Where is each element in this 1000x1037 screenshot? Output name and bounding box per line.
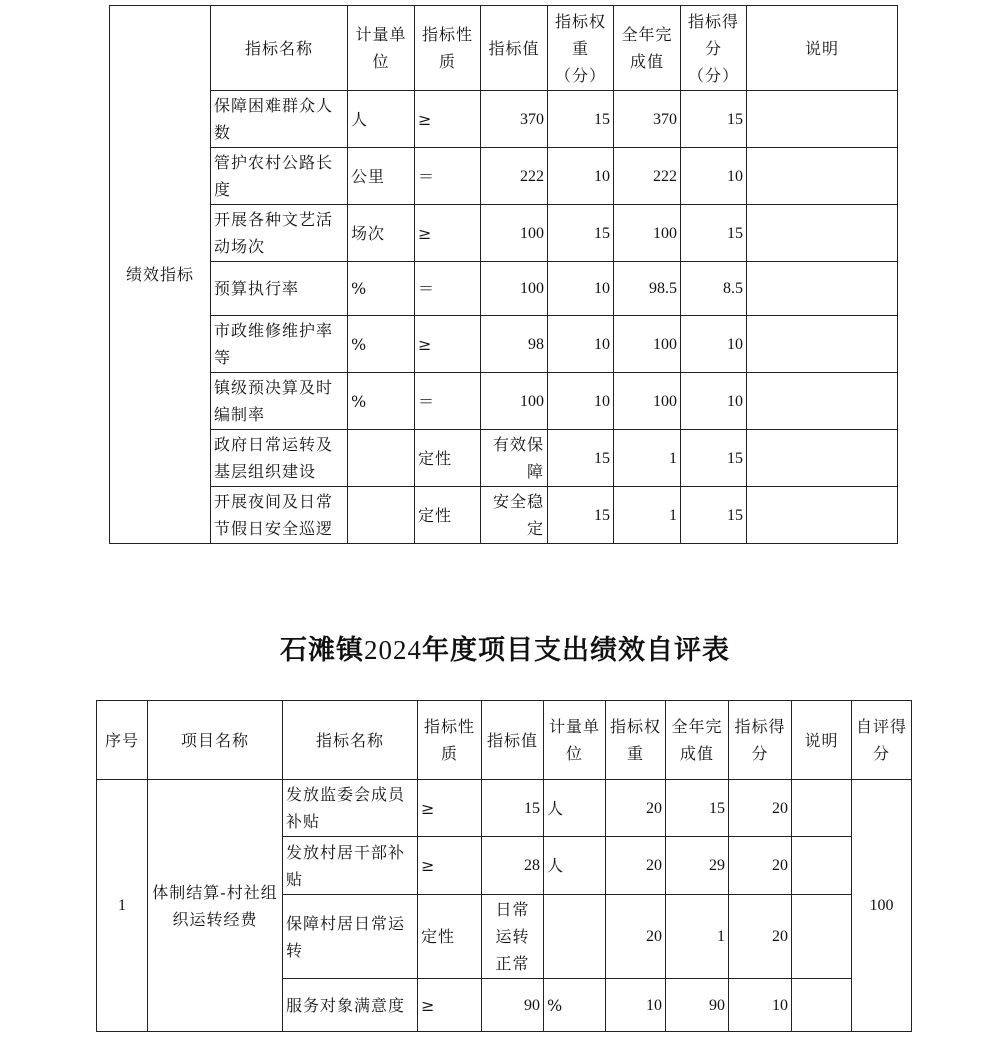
actual-cell: 100 bbox=[614, 373, 681, 430]
note-cell bbox=[792, 837, 852, 895]
indicator-name: 镇级预决算及时编制率 bbox=[211, 373, 348, 430]
unit-cell: 公里 bbox=[348, 148, 415, 205]
header-indicator-name: 指标名称 bbox=[211, 6, 348, 91]
actual-cell: 1 bbox=[666, 895, 729, 979]
header-score: 指标得分（分） bbox=[681, 6, 747, 91]
header-value: 指标值 bbox=[481, 6, 548, 91]
header-actual: 全年完成值 bbox=[614, 6, 681, 91]
header-unit: 计量单位 bbox=[348, 6, 415, 91]
header-nature: 指标性质 bbox=[415, 6, 481, 91]
actual-cell: 100 bbox=[614, 205, 681, 262]
note-cell bbox=[792, 979, 852, 1032]
indicator-name: 开展各种文艺活动场次 bbox=[211, 205, 348, 262]
unit-cell: % bbox=[544, 979, 606, 1032]
score-cell: 10 bbox=[729, 979, 792, 1032]
indicator-name: 预算执行率 bbox=[211, 262, 348, 316]
nature-cell: ≥ bbox=[418, 780, 482, 837]
nature-cell: ≥ bbox=[418, 837, 482, 895]
weight-cell: 15 bbox=[548, 487, 614, 544]
value-cell: 安全稳定 bbox=[481, 487, 548, 544]
header-note: 说明 bbox=[792, 701, 852, 780]
score-cell: 10 bbox=[681, 373, 747, 430]
value-cell: 100 bbox=[481, 373, 548, 430]
unit-cell bbox=[544, 895, 606, 979]
nature-cell: 定性 bbox=[415, 430, 481, 487]
weight-cell: 10 bbox=[548, 316, 614, 373]
indicator-name: 市政维修维护率等 bbox=[211, 316, 348, 373]
note-cell bbox=[747, 148, 898, 205]
unit-cell: % bbox=[348, 373, 415, 430]
header-actual: 全年完成值 bbox=[666, 701, 729, 780]
weight-cell: 15 bbox=[548, 205, 614, 262]
score-cell: 15 bbox=[681, 91, 747, 148]
table-row bbox=[110, 91, 898, 148]
seq-cell: 1 bbox=[97, 780, 148, 1032]
note-cell bbox=[747, 262, 898, 316]
nature-cell: 定性 bbox=[415, 487, 481, 544]
header-nature: 指标性质 bbox=[418, 701, 482, 780]
note-cell bbox=[792, 780, 852, 837]
unit-cell bbox=[348, 430, 415, 487]
nature-cell: ≥ bbox=[415, 205, 481, 262]
header-indicator-name: 指标名称 bbox=[283, 701, 418, 780]
header-project: 项目名称 bbox=[148, 701, 283, 780]
note-cell bbox=[747, 430, 898, 487]
nature-cell: ≥ bbox=[418, 979, 482, 1032]
weight-cell: 15 bbox=[548, 430, 614, 487]
nature-cell: ≥ bbox=[415, 316, 481, 373]
table-row bbox=[110, 262, 898, 316]
indicator-name: 政府日常运转及基层组织建设 bbox=[211, 430, 348, 487]
header-unit: 计量单位 bbox=[544, 701, 606, 780]
indicator-name: 发放监委会成员补贴 bbox=[283, 780, 418, 837]
value-cell: 100 bbox=[481, 262, 548, 316]
score-cell: 8.5 bbox=[681, 262, 747, 316]
unit-cell: 人 bbox=[544, 780, 606, 837]
weight-cell: 15 bbox=[548, 91, 614, 148]
value-cell: 28 bbox=[482, 837, 544, 895]
note-cell bbox=[747, 373, 898, 430]
header-value: 指标值 bbox=[482, 701, 544, 780]
weight-cell: 10 bbox=[548, 373, 614, 430]
note-cell bbox=[747, 316, 898, 373]
header-note: 说明 bbox=[747, 6, 898, 91]
indicator-table bbox=[109, 5, 898, 544]
actual-cell: 90 bbox=[666, 979, 729, 1032]
actual-cell: 1 bbox=[614, 487, 681, 544]
score-cell: 15 bbox=[681, 430, 747, 487]
note-cell bbox=[792, 895, 852, 979]
header-seq: 序号 bbox=[97, 701, 148, 780]
title-suffix: 年度项目支出绩效自评表 bbox=[422, 635, 730, 666]
nature-cell: 定性 bbox=[418, 895, 482, 979]
weight-cell: 20 bbox=[606, 780, 666, 837]
nature-cell: ＝ bbox=[415, 373, 481, 430]
value-cell: 370 bbox=[481, 91, 548, 148]
actual-cell: 222 bbox=[614, 148, 681, 205]
score-cell: 15 bbox=[681, 487, 747, 544]
title-prefix: 石滩镇 bbox=[280, 635, 364, 666]
unit-cell: 人 bbox=[348, 91, 415, 148]
unit-cell: % bbox=[348, 262, 415, 316]
table-row bbox=[110, 148, 898, 205]
nature-cell: ＝ bbox=[415, 148, 481, 205]
value-cell: 222 bbox=[481, 148, 548, 205]
unit-cell: % bbox=[348, 316, 415, 373]
score-cell: 10 bbox=[681, 316, 747, 373]
value-cell: 90 bbox=[482, 979, 544, 1032]
note-cell bbox=[747, 91, 898, 148]
indicator-name: 保障村居日常运转 bbox=[283, 895, 418, 979]
table-row bbox=[97, 780, 912, 837]
header-weight: 指标权重 bbox=[606, 701, 666, 780]
table-row bbox=[110, 430, 898, 487]
weight-cell: 10 bbox=[548, 148, 614, 205]
table-row bbox=[110, 205, 898, 262]
header-weight: 指标权重（分） bbox=[548, 6, 614, 91]
table-row bbox=[110, 487, 898, 544]
indicator-name: 开展夜间及日常节假日安全巡逻 bbox=[211, 487, 348, 544]
table-header-row bbox=[110, 6, 898, 91]
unit-cell: 人 bbox=[544, 837, 606, 895]
header-score: 指标得分 bbox=[729, 701, 792, 780]
category-cell: 绩效指标 bbox=[110, 6, 211, 544]
table-header-row bbox=[97, 701, 912, 780]
value-cell: 日常运转正常 bbox=[482, 895, 544, 979]
project-name-cell: 体制结算-村社组织运转经费 bbox=[148, 780, 283, 1032]
project-table bbox=[96, 700, 912, 1032]
unit-cell: 场次 bbox=[348, 205, 415, 262]
value-cell: 15 bbox=[482, 780, 544, 837]
unit-cell bbox=[348, 487, 415, 544]
indicator-name: 管护农村公路长度 bbox=[211, 148, 348, 205]
score-cell: 20 bbox=[729, 780, 792, 837]
nature-cell: ≥ bbox=[415, 91, 481, 148]
header-self-score: 自评得分 bbox=[852, 701, 912, 780]
actual-cell: 98.5 bbox=[614, 262, 681, 316]
actual-cell: 370 bbox=[614, 91, 681, 148]
actual-cell: 100 bbox=[614, 316, 681, 373]
weight-cell: 10 bbox=[606, 979, 666, 1032]
note-cell bbox=[747, 205, 898, 262]
indicator-name: 服务对象满意度 bbox=[283, 979, 418, 1032]
indicator-name: 保障困难群众人数 bbox=[211, 91, 348, 148]
score-cell: 10 bbox=[681, 148, 747, 205]
indicator-name: 发放村居干部补贴 bbox=[283, 837, 418, 895]
score-cell: 15 bbox=[681, 205, 747, 262]
score-cell: 20 bbox=[729, 837, 792, 895]
page-title bbox=[0, 628, 1000, 667]
actual-cell: 1 bbox=[614, 430, 681, 487]
value-cell: 100 bbox=[481, 205, 548, 262]
value-cell: 有效保障 bbox=[481, 430, 548, 487]
weight-cell: 20 bbox=[606, 895, 666, 979]
value-cell: 98 bbox=[481, 316, 548, 373]
weight-cell: 10 bbox=[548, 262, 614, 316]
note-cell bbox=[747, 487, 898, 544]
self-score-cell: 100 bbox=[852, 780, 912, 1032]
score-cell: 20 bbox=[729, 895, 792, 979]
table-row bbox=[110, 373, 898, 430]
actual-cell: 15 bbox=[666, 780, 729, 837]
actual-cell: 29 bbox=[666, 837, 729, 895]
table-row bbox=[110, 316, 898, 373]
weight-cell: 20 bbox=[606, 837, 666, 895]
nature-cell: ＝ bbox=[415, 262, 481, 316]
title-year: 2024 bbox=[364, 635, 422, 665]
